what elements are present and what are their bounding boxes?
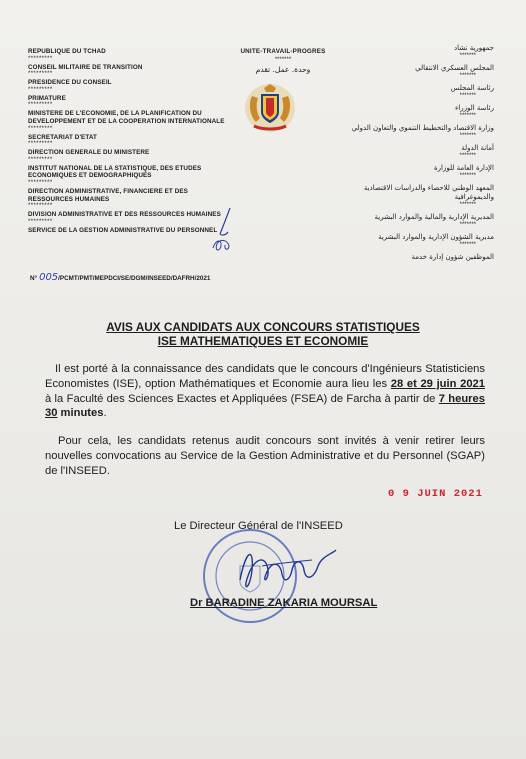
text-run: Il est porté à la connaissance des candidats que le concours d'Ingénieurs Statisticiens Economistes (ISE), option Mathématiques et Economie aura lieu les bbox=[45, 363, 485, 390]
ref-handwritten-number: 005 bbox=[39, 272, 59, 283]
header-left-line: INSTITUT NATIONAL DE LA STATISTIQUE, DES ETUDES ECONOMIQUES ET DEMOGRAPHIQUES bbox=[28, 164, 202, 180]
stars-separator: ******* bbox=[459, 153, 476, 159]
exam-dates: 28 et 29 juin 2021 bbox=[390, 377, 486, 390]
reference-number bbox=[30, 272, 210, 283]
stars-separator: ******* bbox=[459, 113, 476, 119]
stars-separator: ********* bbox=[28, 218, 53, 225]
stars-separator: ********* bbox=[28, 203, 53, 210]
national-motto-arabic: وحدة. عمل. تقدم bbox=[255, 65, 311, 74]
stars-separator: ******* bbox=[274, 57, 292, 63]
header-right-line: وزارة الاقتصاد والتخطيط التنموي والتعاون الدولي bbox=[351, 124, 494, 132]
header-center bbox=[238, 48, 328, 74]
stars-separator: ******* bbox=[459, 53, 476, 59]
stars-separator: ******* bbox=[459, 202, 476, 208]
stars-separator: ******* bbox=[459, 173, 476, 179]
header-left bbox=[28, 48, 228, 234]
stars-separator: ********* bbox=[28, 156, 53, 163]
header-right-line: جمهورية تشاد bbox=[454, 44, 494, 52]
header-right-line: الإدارة العامة للوزارة bbox=[433, 164, 494, 172]
notice-paragraph: Pour cela, les candidats retenus audit concours sont invités à venir retirer leurs nouvelles convocations au Service de la Gestion Administrative et du Personnel (SGAP) de l'INSEED. bbox=[45, 435, 485, 477]
header-left-line: MINISTERE DE L'ECONOMIE, DE LA PLANIFICATION DU DEVELOPPEMENT ET DE LA COOPERATION INTERNATIONALE bbox=[28, 110, 225, 125]
exam-time: 7 heures 30 bbox=[45, 392, 485, 420]
exam-time-unit: minutes bbox=[57, 407, 104, 420]
header-left-line: DIRECTION GENERALE DU MINISTERE bbox=[28, 149, 150, 157]
signer-name: Dr BARADINE ZAKARIA MOURSAL bbox=[190, 597, 378, 609]
header-right-line: المعهد الوطني للاحصاء والدراسات الاقتصادية والديموغرافية bbox=[363, 184, 494, 201]
header-left-line: CONSEIL MILITAIRE DE TRANSITION bbox=[28, 63, 143, 71]
stars-separator: ******* bbox=[459, 242, 476, 248]
stars-separator: ********* bbox=[28, 86, 53, 93]
header-right-line: رئاسة الوزراء bbox=[455, 104, 494, 112]
notice-paragraph bbox=[45, 362, 485, 421]
text-run: à la Faculté des Sciences Exactes et Appliquées (FSEA) de Farcha à partir de bbox=[45, 392, 439, 405]
stars-separator: ******* bbox=[459, 222, 476, 228]
stars-separator: ********* bbox=[28, 71, 53, 78]
stars-separator: ********* bbox=[28, 179, 53, 186]
header-right-line: المديرية الإدارية والمالية والموارد البشرية bbox=[374, 213, 494, 221]
stars-separator: ******* bbox=[459, 93, 476, 99]
stars-separator: ******* bbox=[459, 133, 476, 139]
stars-separator: ********* bbox=[28, 102, 53, 109]
notice-title bbox=[0, 320, 526, 348]
header-right-line: الموظفين شؤون إدارة خدمة bbox=[411, 253, 494, 261]
header-right-line: أمانة الدولة bbox=[461, 144, 494, 152]
signer-title: Le Directeur Général de l'INSEED bbox=[174, 520, 343, 532]
handwritten-signature bbox=[232, 540, 342, 600]
header-left-line: DIRECTION ADMINISTRATIVE, FINANCIERE ET DES RESSOURCES HUMAINES bbox=[28, 187, 188, 203]
stars-separator: ********* bbox=[28, 141, 53, 148]
stars-separator: ********* bbox=[28, 125, 53, 132]
header-right bbox=[334, 44, 494, 262]
header-right-line: رئاسة المجلس bbox=[450, 84, 494, 92]
stars-separator: ********* bbox=[28, 55, 53, 62]
header-right-line: مديرية الشؤون الإدارية والموارد البشرية bbox=[378, 233, 494, 241]
header-left-line: SERVICE DE LA GESTION ADMINISTRATIVE DU PERSONNEL bbox=[28, 226, 218, 234]
text-run: . bbox=[103, 407, 107, 420]
header-left-line: PRESIDENCE DU CONSEIL bbox=[28, 79, 112, 87]
stars-separator: ******* bbox=[459, 73, 476, 79]
notice-title-line: AVIS AUX CANDIDATS AUX CONCOURS STATISTIQUES bbox=[106, 320, 420, 334]
ref-suffix: /PCMT/PMT/MEPDCI/SE/DGM/INSEED/DAFRH/2021 bbox=[58, 275, 211, 282]
header-left-line: REPUBLIQUE DU TCHAD bbox=[28, 48, 106, 55]
ref-prefix: N° bbox=[30, 275, 38, 282]
coat-of-arms-icon bbox=[244, 82, 296, 134]
date-stamp: 0 9 JUIN 2021 bbox=[388, 488, 483, 500]
notice-title-line: ISE MATHEMATIQUES ET ECONOMIE bbox=[157, 334, 369, 348]
national-motto: UNITE-TRAVAIL-PROGRES bbox=[240, 48, 326, 55]
header-right-line: المجلس العسكري الانتقالي bbox=[415, 64, 494, 72]
header-left-line: PRIMATURE bbox=[28, 94, 66, 102]
header-left-line: DIVISION ADMINISTRATIVE ET DES RESSOURCES HUMAINES bbox=[28, 211, 221, 219]
handwritten-initial bbox=[210, 236, 232, 254]
header-left-line: SECRETARIAT D'ETAT bbox=[28, 133, 97, 141]
